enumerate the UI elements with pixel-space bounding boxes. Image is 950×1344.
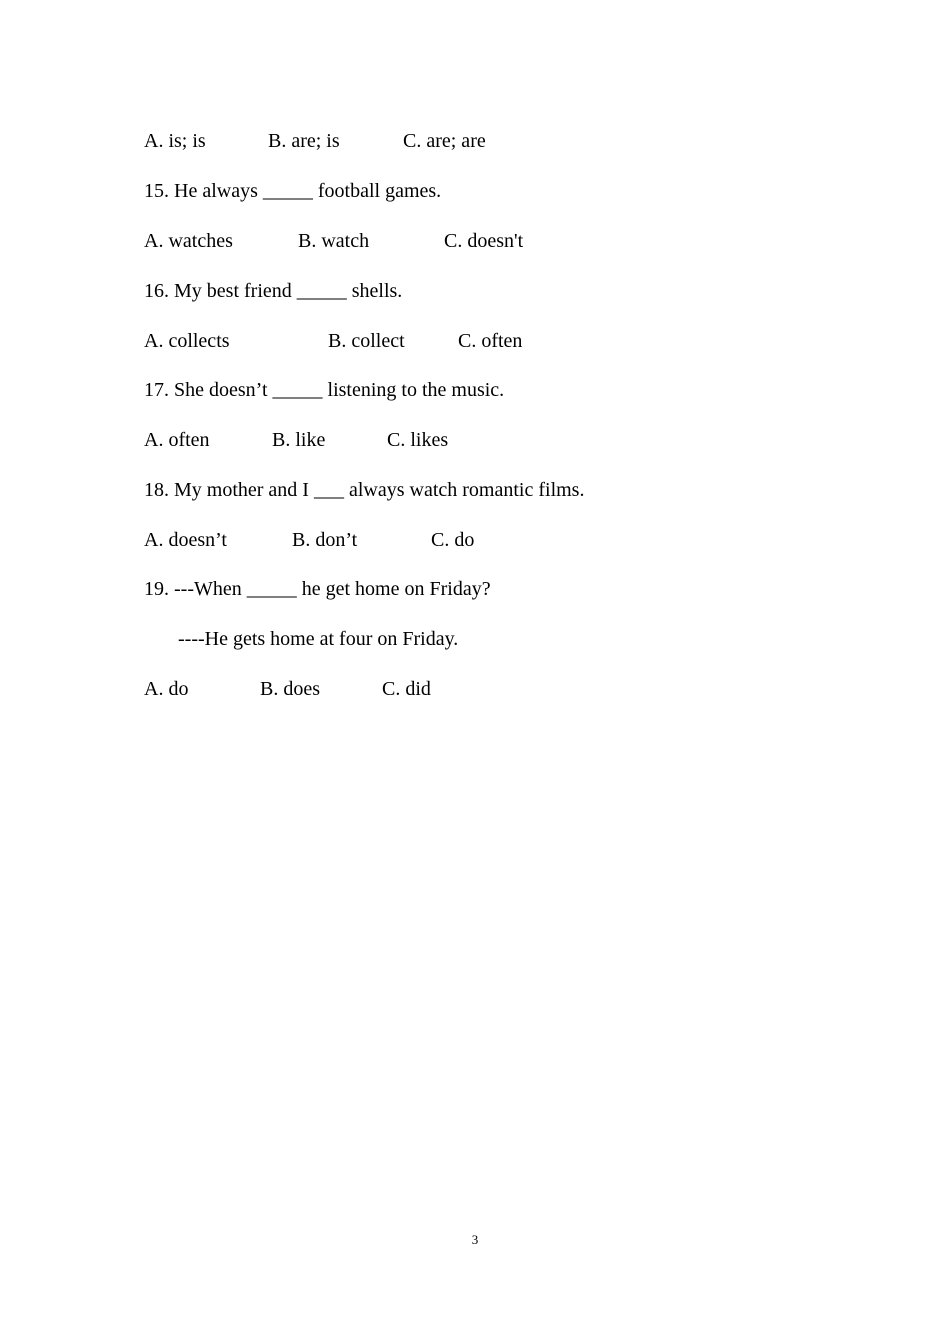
option-c: C. do	[431, 529, 475, 551]
option-c: C. likes	[387, 429, 449, 451]
option-a: A. watches	[144, 230, 233, 252]
question-16-text: 16. My best friend _____ shells.	[144, 280, 403, 302]
option-b: B. collect	[328, 330, 405, 352]
question-19-text: 19. ---When _____ he get home on Friday?	[144, 578, 491, 600]
option-c: C. are; are	[403, 130, 486, 152]
option-b: B. don’t	[292, 529, 358, 551]
option-a: A. often	[144, 429, 210, 451]
option-c: C. doesn't	[444, 230, 524, 252]
option-c: C. did	[382, 678, 431, 700]
question-15-text: 15. He always _____ football games.	[144, 180, 442, 202]
option-a: A. is; is	[144, 130, 206, 152]
option-a: A. collects	[144, 330, 230, 352]
option-a: A. doesn’t	[144, 529, 227, 551]
option-b: B. are; is	[268, 130, 340, 152]
option-b: B. like	[272, 429, 326, 451]
page-number: 3	[471, 1232, 479, 1247]
option-b: B. does	[260, 678, 320, 700]
question-17-text: 17. She doesn’t _____ listening to the music.	[144, 379, 505, 401]
option-a: A. do	[144, 678, 189, 700]
option-b: B. watch	[298, 230, 370, 252]
question-18-text: 18. My mother and I ___ always watch romantic films.	[144, 479, 585, 501]
question-19-answer-line: ----He gets home at four on Friday.	[178, 628, 459, 650]
option-c: C. often	[458, 330, 523, 352]
